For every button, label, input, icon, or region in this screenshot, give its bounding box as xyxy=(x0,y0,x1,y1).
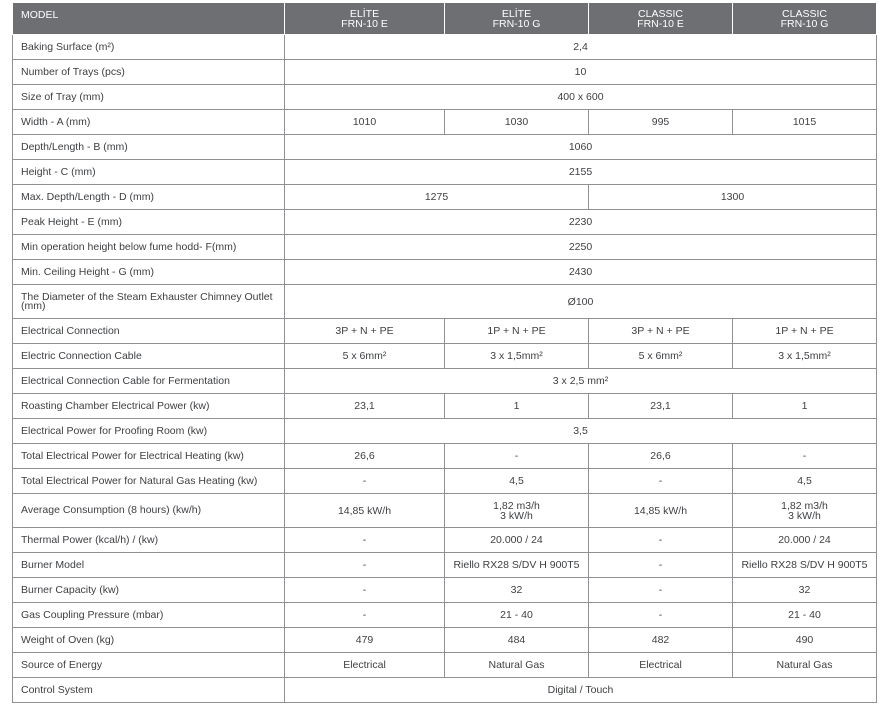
table-cell: 1 xyxy=(733,394,877,419)
table-row xyxy=(13,35,877,60)
table-row xyxy=(13,160,877,185)
row-label: Gas Coupling Pressure (mbar) xyxy=(13,603,285,628)
table-cell: - xyxy=(589,603,733,628)
table-cell: 3P + N + PE xyxy=(589,319,733,344)
table-row xyxy=(13,85,877,110)
table-cell xyxy=(589,494,733,528)
table-row xyxy=(13,628,877,653)
table-cell: 1P + N + PE xyxy=(445,319,589,344)
cell-line: 14,85 kW/h xyxy=(337,504,392,517)
table-row xyxy=(13,110,877,135)
table-row xyxy=(13,578,877,603)
cell-line: 3 kW/h xyxy=(788,509,821,522)
table-cell: 1030 xyxy=(445,110,589,135)
column-header-line1: CLASSIC xyxy=(782,7,827,20)
table-row xyxy=(13,369,877,394)
row-label: Min operation height below fume hodd- F(mm) xyxy=(13,235,285,260)
table-cell: Electrical xyxy=(285,653,445,678)
table-row xyxy=(13,419,877,444)
table-cell: Electrical xyxy=(589,653,733,678)
row-label: Burner Capacity (kw) xyxy=(13,578,285,603)
table-row xyxy=(13,135,877,160)
row-label: Source of Energy xyxy=(13,653,285,678)
table-cell: 23,1 xyxy=(589,394,733,419)
table-cell: 23,1 xyxy=(285,394,445,419)
row-label: Baking Surface (m²) xyxy=(13,35,285,60)
table-cell: 2230 xyxy=(285,210,877,235)
table-cell: - xyxy=(285,553,445,578)
column-header-line1: ELİTE xyxy=(349,7,380,20)
table-row xyxy=(13,444,877,469)
table-cell: 490 xyxy=(733,628,877,653)
row-label: Burner Model xyxy=(13,553,285,578)
table-row xyxy=(13,285,877,319)
row-label: Electrical Connection xyxy=(13,319,285,344)
table-cell: 10 xyxy=(285,60,877,85)
table-cell: - xyxy=(589,528,733,553)
table-row xyxy=(13,603,877,628)
table-cell: 4,5 xyxy=(733,469,877,494)
table-cell: 2,4 xyxy=(285,35,877,60)
table-row xyxy=(13,60,877,85)
table-cell: - xyxy=(733,444,877,469)
table-cell: - xyxy=(285,578,445,603)
table-cell: 479 xyxy=(285,628,445,653)
table-row xyxy=(13,469,877,494)
table-cell: Natural Gas xyxy=(733,653,877,678)
row-label: Average Consumption (8 hours) (kw/h) xyxy=(13,494,285,528)
table-cell: 3P + N + PE xyxy=(285,319,445,344)
table-cell: - xyxy=(285,603,445,628)
table-row xyxy=(13,260,877,285)
table-cell: 26,6 xyxy=(285,444,445,469)
column-header-elite-e xyxy=(285,3,445,35)
table-cell: Ø100 xyxy=(285,285,877,319)
table-cell: 3 x 2,5 mm² xyxy=(285,369,877,394)
table-cell: 26,6 xyxy=(589,444,733,469)
column-header-line2: FRN-10 G xyxy=(780,17,829,30)
spec-sheet xyxy=(12,2,876,703)
row-label: Control System xyxy=(13,678,285,703)
row-label: Total Electrical Power for Electrical Heating (kw) xyxy=(13,444,285,469)
header-row xyxy=(13,3,877,35)
table-cell: - xyxy=(445,444,589,469)
table-row xyxy=(13,235,877,260)
row-label: Height - C (mm) xyxy=(13,160,285,185)
table-cell: 1275 xyxy=(285,185,589,210)
table-cell: - xyxy=(589,469,733,494)
table-cell: 20.000 / 24 xyxy=(733,528,877,553)
row-label: Weight of Oven (kg) xyxy=(13,628,285,653)
column-header-line2: FRN-10 E xyxy=(341,17,388,30)
column-header-line2: FRN-10 E xyxy=(637,17,684,30)
table-cell: 32 xyxy=(445,578,589,603)
row-label: The Diameter of the Steam Exhauster Chimney Outlet (mm) xyxy=(13,285,285,319)
cell-line: 1,82 m3/h xyxy=(781,499,828,512)
table-cell: 20.000 / 24 xyxy=(445,528,589,553)
table-cell: - xyxy=(589,553,733,578)
table-cell: 1060 xyxy=(285,135,877,160)
table-row xyxy=(13,494,877,528)
table-cell: - xyxy=(285,528,445,553)
table-cell: Natural Gas xyxy=(445,653,589,678)
table-cell: 3 x 1,5mm² xyxy=(445,344,589,369)
cell-line: 1,82 m3/h xyxy=(493,499,540,512)
table-cell: 5 x 6mm² xyxy=(589,344,733,369)
row-label: Width - A (mm) xyxy=(13,110,285,135)
table-cell: 32 xyxy=(733,578,877,603)
table-cell: Digital / Touch xyxy=(285,678,877,703)
column-header-elite-g xyxy=(445,3,589,35)
table-cell xyxy=(733,494,877,528)
column-header-line1: CLASSIC xyxy=(638,7,683,20)
table-row xyxy=(13,185,877,210)
table-cell: 1P + N + PE xyxy=(733,319,877,344)
table-cell: 3 x 1,5mm² xyxy=(733,344,877,369)
row-label: Depth/Length - B (mm) xyxy=(13,135,285,160)
row-label: Peak Height - E (mm) xyxy=(13,210,285,235)
column-header-classic-e xyxy=(589,3,733,35)
table-cell: 995 xyxy=(589,110,733,135)
table-cell: - xyxy=(285,469,445,494)
table-row xyxy=(13,319,877,344)
table-cell: - xyxy=(589,578,733,603)
row-label: Thermal Power (kcal/h) / (kw) xyxy=(13,528,285,553)
table-cell xyxy=(285,494,445,528)
column-header-line2: FRN-10 G xyxy=(492,17,541,30)
table-cell: 1300 xyxy=(589,185,877,210)
table-cell: 484 xyxy=(445,628,589,653)
row-label: Size of Tray (mm) xyxy=(13,85,285,110)
table-cell: 2430 xyxy=(285,260,877,285)
table-cell: 3,5 xyxy=(285,419,877,444)
row-label: Roasting Chamber Electrical Power (kw) xyxy=(13,394,285,419)
row-label: Number of Trays (pcs) xyxy=(13,60,285,85)
row-label: Electrical Connection Cable for Fermentation xyxy=(13,369,285,394)
cell-line: 14,85 kW/h xyxy=(633,504,688,517)
column-header-classic-g xyxy=(733,3,877,35)
table-row xyxy=(13,210,877,235)
table-row xyxy=(13,678,877,703)
table-cell: 482 xyxy=(589,628,733,653)
row-label: Min. Ceiling Height - G (mm) xyxy=(13,260,285,285)
table-row xyxy=(13,528,877,553)
table-cell: 1010 xyxy=(285,110,445,135)
table-cell: 2155 xyxy=(285,160,877,185)
row-label: Electrical Power for Proofing Room (kw) xyxy=(13,419,285,444)
row-label: Electric Connection Cable xyxy=(13,344,285,369)
table-cell xyxy=(445,494,589,528)
table-cell: 2250 xyxy=(285,235,877,260)
cell-line: 3 kW/h xyxy=(500,509,533,522)
row-label: Max. Depth/Length - D (mm) xyxy=(13,185,285,210)
specifications-table xyxy=(12,2,877,703)
table-cell: 1015 xyxy=(733,110,877,135)
table-row xyxy=(13,394,877,419)
row-label: Total Electrical Power for Natural Gas Heating (kw) xyxy=(13,469,285,494)
table-cell: 5 x 6mm² xyxy=(285,344,445,369)
table-cell: 21 - 40 xyxy=(733,603,877,628)
table-cell: 1 xyxy=(445,394,589,419)
table-row xyxy=(13,553,877,578)
column-header-line1: ELİTE xyxy=(501,7,532,20)
table-row xyxy=(13,653,877,678)
model-header: MODEL xyxy=(13,3,285,35)
table-cell: 4,5 xyxy=(445,469,589,494)
table-row xyxy=(13,344,877,369)
table-cell: Riello RX28 S/DV H 900T5 xyxy=(733,553,877,578)
table-cell: Riello RX28 S/DV H 900T5 xyxy=(445,553,589,578)
table-cell: 21 - 40 xyxy=(445,603,589,628)
table-cell: 400 x 600 xyxy=(285,85,877,110)
